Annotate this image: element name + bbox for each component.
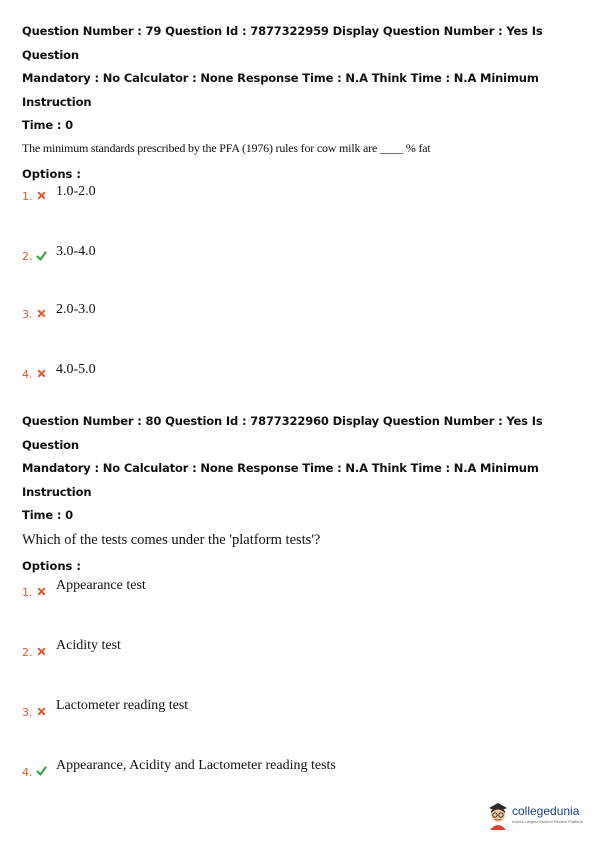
cross-icon [37, 309, 46, 318]
cross-icon [37, 191, 46, 200]
option-text: 4.0-5.0 [56, 361, 96, 377]
option-text: 2.0-3.0 [56, 301, 96, 317]
option-number: 1. [22, 585, 33, 599]
option-text: Acidity test [56, 637, 121, 653]
question-meta: Question Number : 80 Question Id : 7877322960 Display Question Number : Yes Is Question Mandatory : No Calculator : None Response Time : N.A Think Time : N.A Minimum Instruction Time : 0 [22, 414, 543, 522]
option-text: Lactometer reading test [56, 697, 189, 713]
option-number: 4. [22, 765, 33, 779]
options-label: Options : [22, 166, 81, 181]
check-icon [36, 251, 47, 261]
brand-tagline: India's Largest Student Review Platform [512, 819, 584, 824]
option-number: 4. [22, 367, 33, 381]
student-mascot-icon [486, 800, 510, 830]
collegedunia-logo [486, 800, 586, 832]
question-block-79 [22, 20, 582, 381]
brand-name: collegedunia [512, 804, 580, 818]
options-label: Options : [22, 558, 81, 573]
option-text: 3.0-4.0 [56, 243, 96, 259]
question-block-80 [22, 410, 582, 779]
option-text: Appearance test [56, 577, 146, 593]
cross-icon [37, 707, 46, 716]
option-number: 1. [22, 189, 33, 203]
cross-icon [37, 647, 46, 656]
question-text: The minimum standards prescribed by the PFA (1976) rules for cow milk are ____ % fat [22, 140, 431, 155]
option-number: 3. [22, 705, 33, 719]
option-text: Appearance, Acidity and Lactometer reading tests [56, 757, 336, 773]
option-number: 2. [22, 645, 33, 659]
option-text: 1.0-2.0 [56, 183, 96, 199]
question-meta: Question Number : 79 Question Id : 7877322959 Display Question Number : Yes Is Question Mandatory : No Calculator : None Response Time : N.A Think Time : N.A Minimum Instruction Time : 0 [22, 24, 543, 132]
cross-icon [37, 369, 46, 378]
option-number: 2. [22, 249, 33, 263]
check-icon [36, 766, 47, 776]
option-number: 3. [22, 307, 33, 321]
cross-icon [37, 587, 46, 596]
question-text: Which of the tests comes under the 'platform tests'? [22, 531, 321, 548]
